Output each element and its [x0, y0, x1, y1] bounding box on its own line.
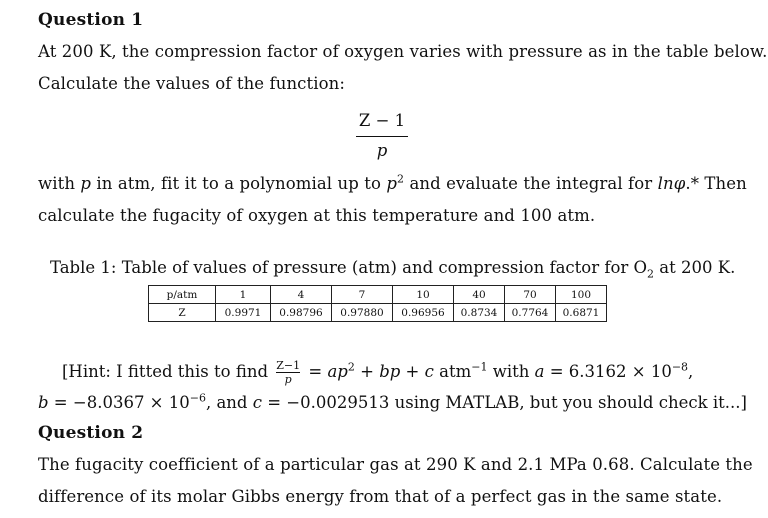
q2-paragraph-line-1: The fugacity coefficient of a particular gas at 290 K and 2.1 MPa 0.68. Calculate the: [38, 455, 753, 474]
question-2-heading: Question 2: [38, 423, 144, 443]
q1-paragraph-line-3: with p in atm, fit it to a polynomial up to $p^2$ and evaluate the integral for lnφ.* Then: [38, 172, 747, 193]
q1-paragraph-line-2: Calculate the values of the function:: [38, 74, 346, 93]
q1-paragraph-line-1: At 200 K, the compression factor of oxygen varies with pressure as in the table below.: [38, 42, 768, 61]
table-cell: 10: [393, 286, 454, 304]
table-cell: 1: [216, 286, 271, 304]
table-cell: 40: [454, 286, 505, 304]
table-cell: 0.6871: [556, 304, 607, 322]
table-cell: 0.8734: [454, 304, 505, 322]
fraction-bar: [356, 136, 408, 137]
hint-line-2: $b = -8.0367 \times 10^{-6}$, and c = −0.0029513 using MATLAB, but you should check it...]: [38, 391, 747, 412]
table-cell: 70: [505, 286, 556, 304]
q2-paragraph-line-2: difference of its molar Gibbs energy from that of a perfect gas in the same state.: [38, 487, 723, 506]
pressure-compression-table: [148, 285, 607, 322]
hint-line-1: [Hint: I fitted this to find $\frac{Z-1}{p}$ = $ap^2$ + bp + c atm$^{-1}$ with $a = 6.3162 \times 10^{-8}$,: [62, 359, 694, 386]
q1-paragraph-line-4: calculate the fugacity of oxygen at this temperature and 100 atm.: [38, 206, 596, 225]
table-cell: 0.9971: [216, 304, 271, 322]
table-cell: 100: [556, 286, 607, 304]
hint-fraction: $\frac{Z-1}{p}$: [276, 359, 301, 386]
fraction-denominator: p: [376, 141, 388, 160]
table-cell: 7: [332, 286, 393, 304]
table-cell: 0.7764: [505, 304, 556, 322]
table-row: [149, 304, 607, 322]
table-cell: 0.98796: [271, 304, 332, 322]
table-row: [149, 286, 607, 304]
function-fraction: [356, 108, 408, 163]
table-cell: 0.97880: [332, 304, 393, 322]
fraction-numerator: Z − 1: [358, 111, 406, 130]
table-cell: Z: [149, 304, 216, 322]
table-cell: 0.96956: [393, 304, 454, 322]
table-caption: Table 1: Table of values of pressure (atm) and compression factor for $O_2$ at 200 K.: [50, 258, 736, 281]
table-cell: p/atm: [149, 286, 216, 304]
question-1-heading: Question 1: [38, 10, 144, 30]
table-cell: 4: [271, 286, 332, 304]
